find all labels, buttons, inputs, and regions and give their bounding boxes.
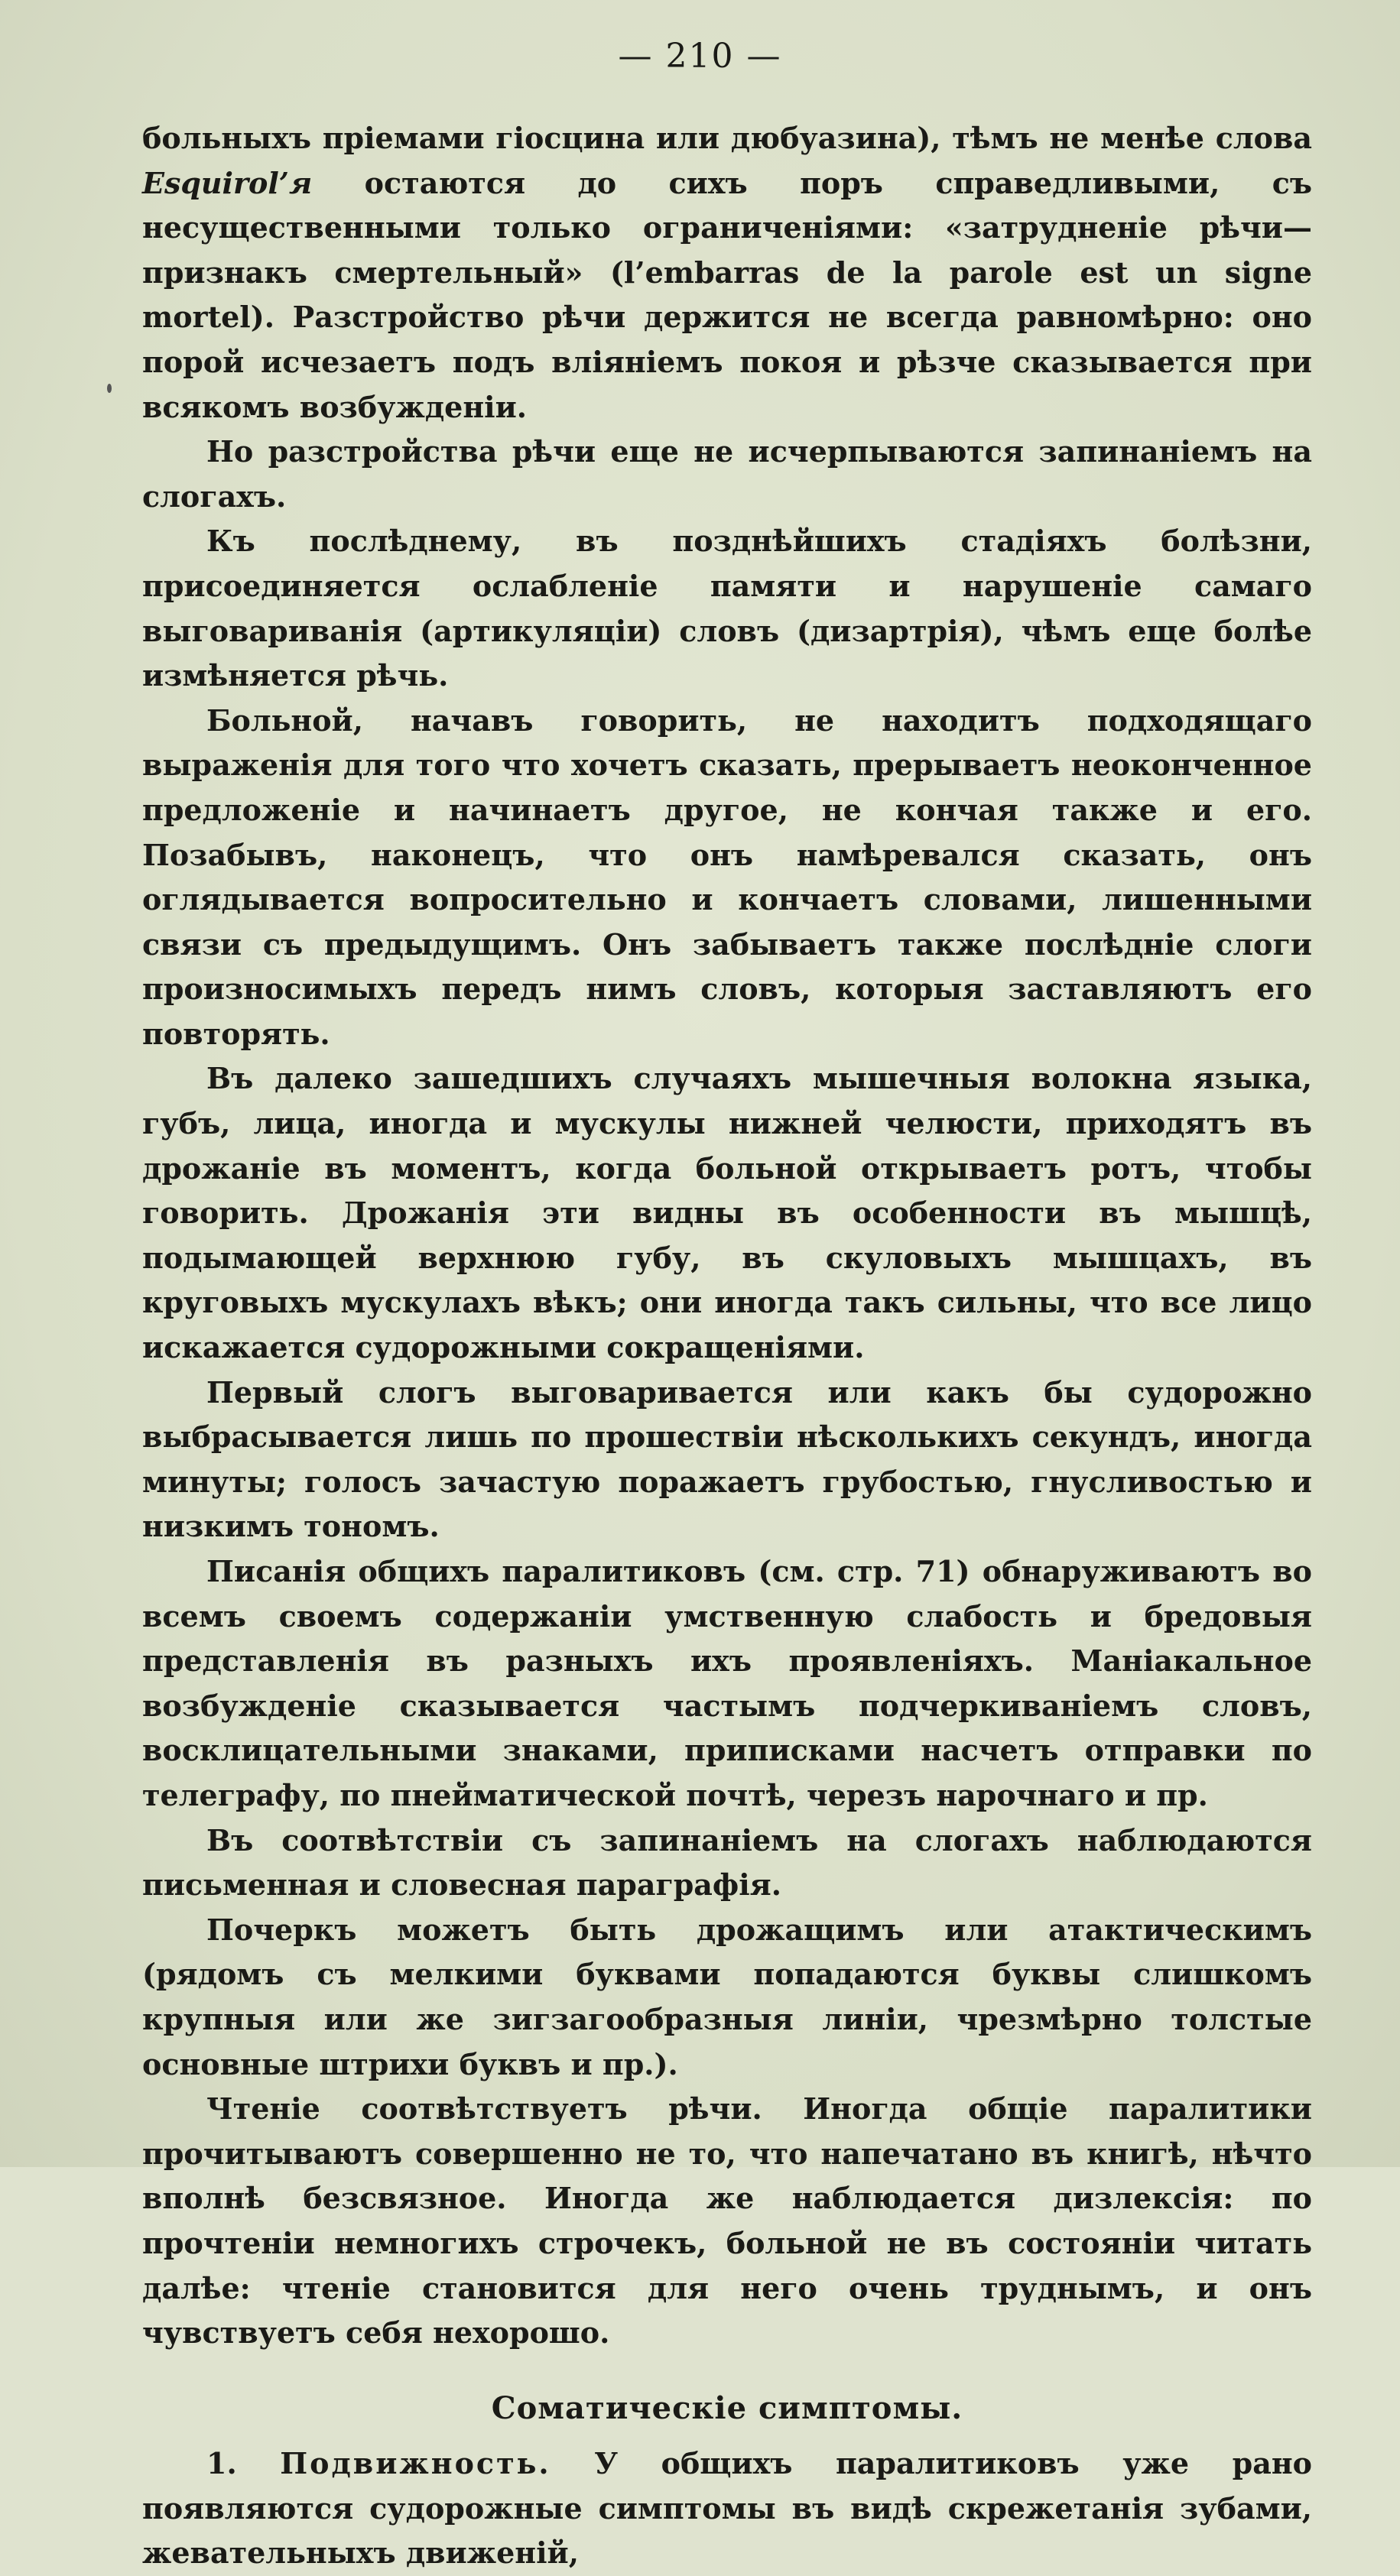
paragraph — [142, 116, 1312, 430]
section-heading: Соматическіе симптомы. — [491, 2389, 963, 2426]
page-number: — 210 — — [618, 37, 782, 76]
paragraph: Больной, начавъ говорить, не находитъ подходящаго выраженія для того что хочетъ сказать, прерываетъ неоконченное предложеніе и начинаетъ другое, не кончая также и его. Позабывъ, наконецъ, что онъ намѣревался сказать, онъ оглядывается вопросительно и кончаетъ словами, лишенными связи съ предыдущимъ. Онъ забываетъ также послѣдніе слоги произносимыхъ передъ нимъ словъ, которыя заставляютъ его повторять. — [142, 702, 1312, 1051]
paragraph-text: больныхъ пріемами гіосцина или дюбуазина), тѣмъ не менѣе слова — [142, 121, 1312, 155]
paragraph: Чтеніе соотвѣтствуетъ рѣчи. Иногда общіе паралитики прочитываютъ совершенно не то, что напечатано въ книгѣ, нѣчто вполнѣ безсвязное. Иногда же наблюдается дизлексія: по прочтеніи немногихъ строчекъ, больной не въ состояніи читать далѣе: чтеніе становится для него очень труднымъ, и онъ чувствуетъ себя нехорошо. — [142, 2091, 1312, 2351]
body-text — [142, 116, 1312, 2576]
paragraph: Первый слогъ выговаривается или какъ бы судорожно выбрасывается лишь по прошествіи нѣсколькихъ секундъ, иногда минуты; голосъ зачастую поражаетъ грубостью, гнусливостью и низкимъ тономъ. — [142, 1374, 1312, 1544]
spaced-term: Подвижность. — [280, 2446, 551, 2481]
paragraph — [142, 2441, 1312, 2576]
italic-author-name: Esquirol’я — [142, 165, 313, 200]
paragraph: Въ соотвѣтствіи съ запинаніемъ на слогахъ наблюдаются письменная и словесная параграфія. — [142, 1822, 1312, 1903]
paragraph: Къ послѣднему, въ позднѣйшихъ стадіяхъ болѣзни, присоединяется ослабленіе памяти и нарушеніе самаго выговариванія (артикуляціи) словъ (дизартрія), чѣмъ еще болѣе измѣняется рѣчь. — [142, 524, 1312, 693]
paragraph: Но разстройства рѣчи еще не исчерпываются запинаніемъ на слогахъ. — [142, 434, 1312, 514]
margin-ink-dot — [107, 384, 112, 393]
paragraph: Писанія общихъ паралитиковъ (см. стр. 71) обнаруживаютъ во всемъ своемъ содержаніи умственную слабость и бредовыя представленія въ разныхъ ихъ проявленіяхъ. Маніакальное возбужденіе сказывается частымъ подчеркиваніемъ словъ, восклицательными знаками, приписками насчетъ отправки по телеграфу, по пнейматической почтѣ, черезъ нарочнаго и пр. — [142, 1554, 1312, 1812]
paragraph-text: У общихъ паралитиковъ уже рано появляются судорожные симптомы въ видѣ скрежетанія зубами, жевательныхъ движеній, — [142, 2446, 1313, 2571]
paragraph-text: остаются до сихъ поръ справедливыми, съ несущественными только ограниченіями: «затрудненіе рѣчи—признакъ смертельный» (l’embarras de la parole est un signe mortel). Разстройство рѣчи держится не всегда равномѣрно: оно порой исчезаетъ подъ вліяніемъ покоя и рѣзче сказывается при всякомъ возбужденіи. — [142, 165, 1312, 424]
paragraph: Почеркъ можетъ быть дрожащимъ или атактическимъ (рядомъ съ мелкими буквами попадаются буквы слишкомъ крупныя или же зигзагообразныя линіи, чрезмѣрно толстые основные штрихи буквъ и пр.). — [142, 1912, 1312, 2081]
item-number: 1. — [206, 2446, 237, 2481]
paragraph: Въ далеко зашедшихъ случаяхъ мышечныя волокна языка, губъ, лица, иногда и мускулы нижней челюсти, приходятъ въ дрожаніе въ моментъ, когда больной открываетъ ротъ, чтобы говорить. Дрожанія эти видны въ особенности въ мышцѣ, подымающей верхнюю губу, въ скуловыхъ мышцахъ, въ круговыхъ мускулахъ вѣкъ; они иногда такъ сильны, что все лицо искажается судорожными сокращеніями. — [142, 1061, 1312, 1365]
